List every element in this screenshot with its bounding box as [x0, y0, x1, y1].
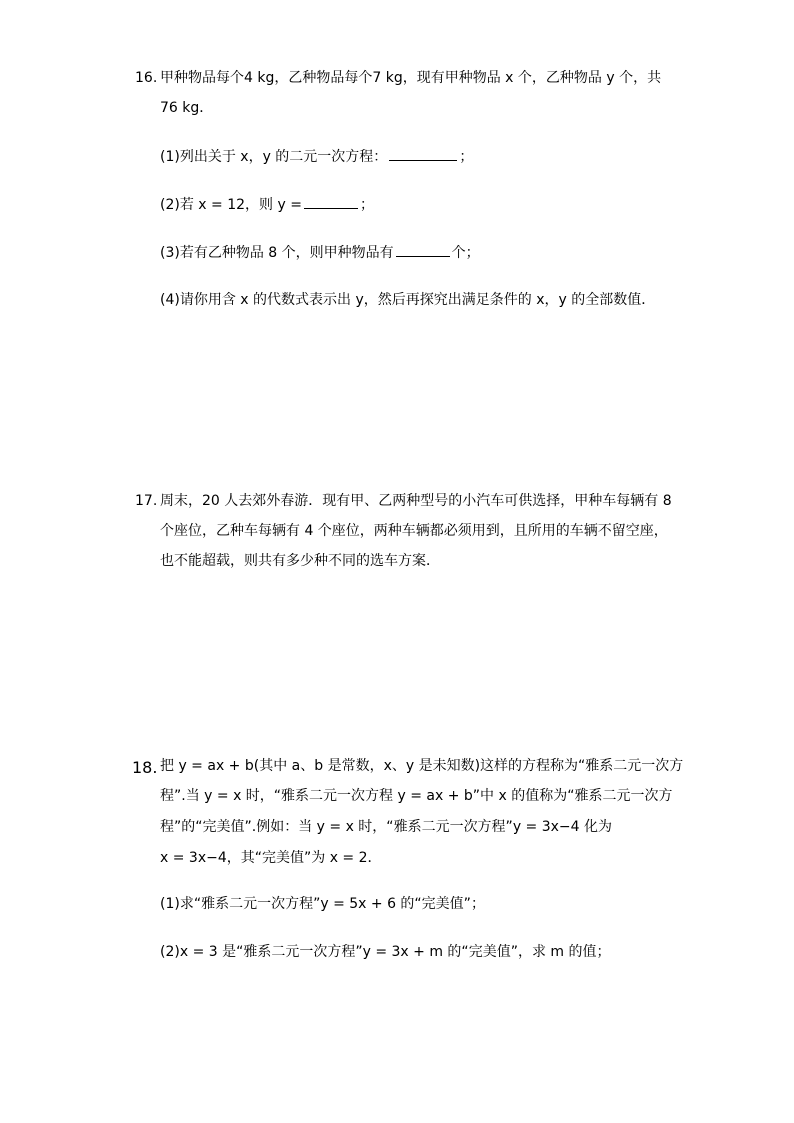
- answer-blank-1[interactable]: [389, 146, 457, 161]
- part-1-text: (1)列出关于 x，y 的二元一次方程：: [160, 149, 388, 165]
- question-18-part-2: (2)x = 3 是“雅系二元一次方程”y = 3x + m 的“完美值”，求 m 的值；: [160, 944, 611, 960]
- question-17-line-1: 周末，20 人去郊外春游．现有甲、乙两种型号的小汽车可供选择，甲种车每辆有 8: [160, 493, 672, 509]
- part-2-end: ；: [359, 197, 374, 213]
- question-18-line-1: 把 y = ax + b(其中 a、b 是常数，x、y 是未知数)这样的方程称为“雅系二元一次方: [160, 758, 684, 774]
- question-18-line-2: 程”.当 y = x 时，“雅系二元一次方程 y = ax + b”中 x 的值称为“雅系二元一次方: [160, 788, 673, 804]
- question-16-part-4: (4)请你用含 x 的代数式表示出 y，然后再探究出满足条件的 x，y 的全部数值．: [160, 292, 656, 308]
- part-1-end: ；: [459, 149, 474, 165]
- question-18-part-1: (1)求“雅系二元一次方程”y = 5x + 6 的“完美值”；: [160, 896, 485, 912]
- part-2-text: (2)若 x = 12，则 y =: [160, 197, 302, 213]
- question-16-part-2: [160, 194, 374, 215]
- question-16-part-1: [160, 146, 473, 167]
- part-3-text: (3)若有乙种物品 8 个，则甲种物品有: [160, 245, 394, 261]
- question-16-part-3: [160, 242, 480, 263]
- question-17-number: 17.: [135, 493, 158, 509]
- answer-blank-3[interactable]: [396, 242, 450, 257]
- part-3-end: 个；: [451, 245, 480, 261]
- question-18-line-3: 程”的“完美值”.例如：当 y = x 时，“雅系二元一次方程”y = 3x−4 化为: [160, 819, 613, 835]
- question-17-line-2: 个座位，乙种车每辆有 4 个座位，两种车辆都必须用到，且所用的车辆不留空座，: [160, 523, 668, 539]
- question-16-line-1: 甲种物品每个4 kg，乙种物品每个7 kg，现有甲种物品 x 个，乙种物品 y 个，共: [160, 70, 662, 86]
- question-18-number: 18.: [132, 758, 158, 777]
- question-18-line-4: x = 3x−4，其“完美值”为 x = 2．: [160, 850, 382, 866]
- question-17-line-3: 也不能超载，则共有多少种不同的选车方案．: [160, 553, 440, 569]
- question-16-line-2: 76 kg．: [160, 100, 214, 116]
- answer-blank-2[interactable]: [304, 194, 358, 209]
- question-16-number: 16.: [135, 70, 158, 86]
